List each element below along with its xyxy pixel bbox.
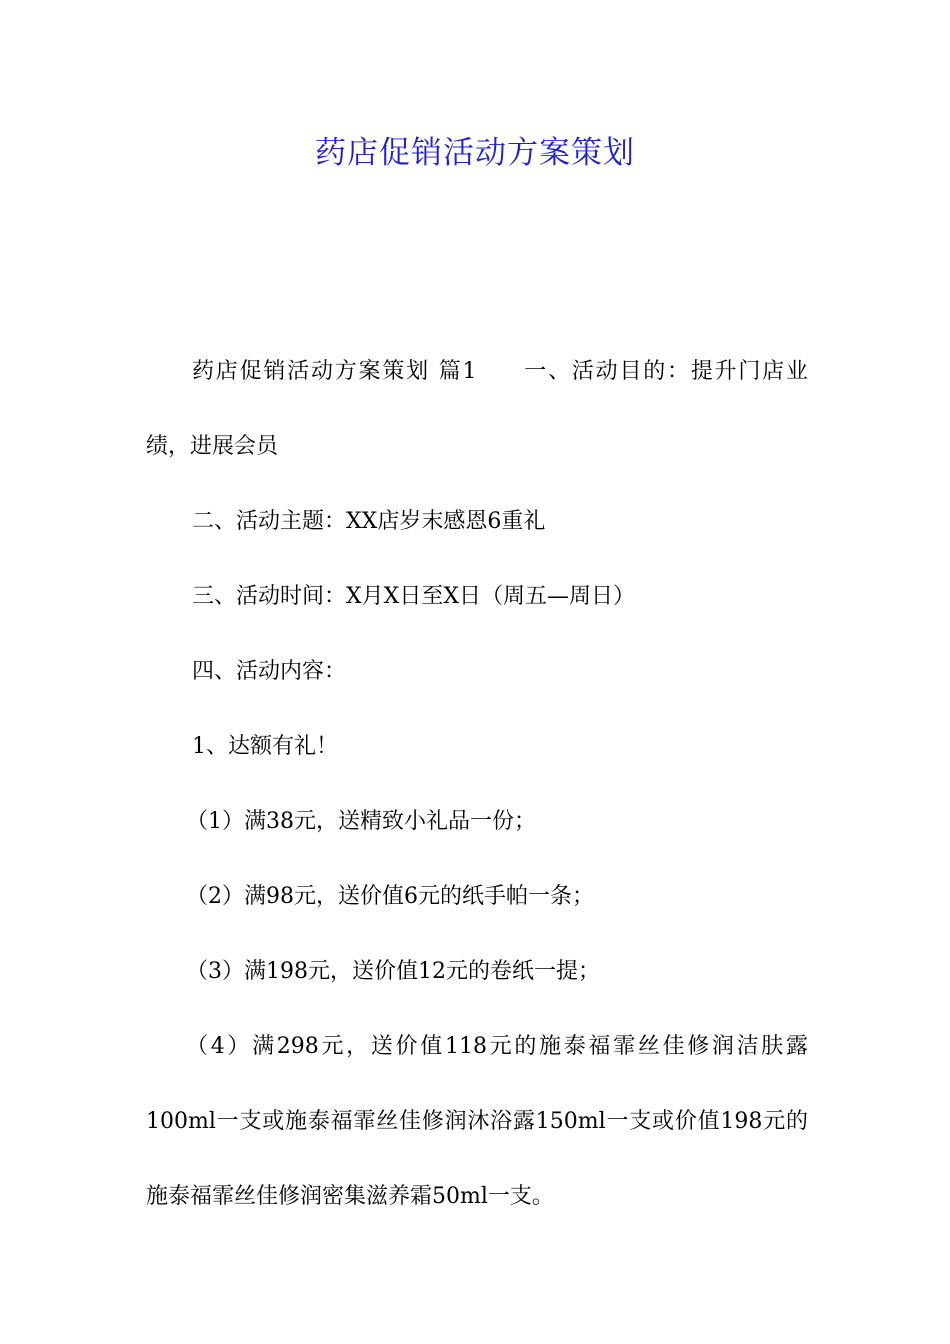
document-body: [146, 334, 808, 1234]
paragraph-text: 一、活动目的：提升门店业绩，进展会员: [146, 359, 808, 459]
section-heading: 药店促销活动方案策划 篇1: [192, 359, 477, 384]
paragraph-tier-3: （3）满198元，送价值12元的卷纸一提；: [186, 959, 600, 984]
paragraph-theme: 二、活动主题：XX店岁末感恩6重礼: [192, 509, 546, 534]
paragraph-content-heading: 四、活动内容：: [192, 659, 347, 684]
paragraph-tier-2: （2）满98元，送价值6元的纸手帕一条；: [186, 884, 594, 909]
paragraph-tier-4: （4）满298元，送价值118元的施泰福霏丝佳修润洁肤露100ml一支或施泰福霏丝佳修润沐浴露150ml一支或价值198元的施泰福霏丝佳修润密集滋养霜50ml一支。: [146, 1034, 808, 1209]
paragraph-intro: [146, 334, 808, 484]
document-title: 药店促销活动方案策划: [315, 135, 635, 171]
paragraph-tier-1: （1）满38元，送精致小礼品一份；: [186, 809, 536, 834]
paragraph-time: 三、活动时间：X月X日至X日（周五—周日）: [192, 584, 635, 609]
paragraph-item-1: 1、达额有礼！: [192, 734, 338, 759]
